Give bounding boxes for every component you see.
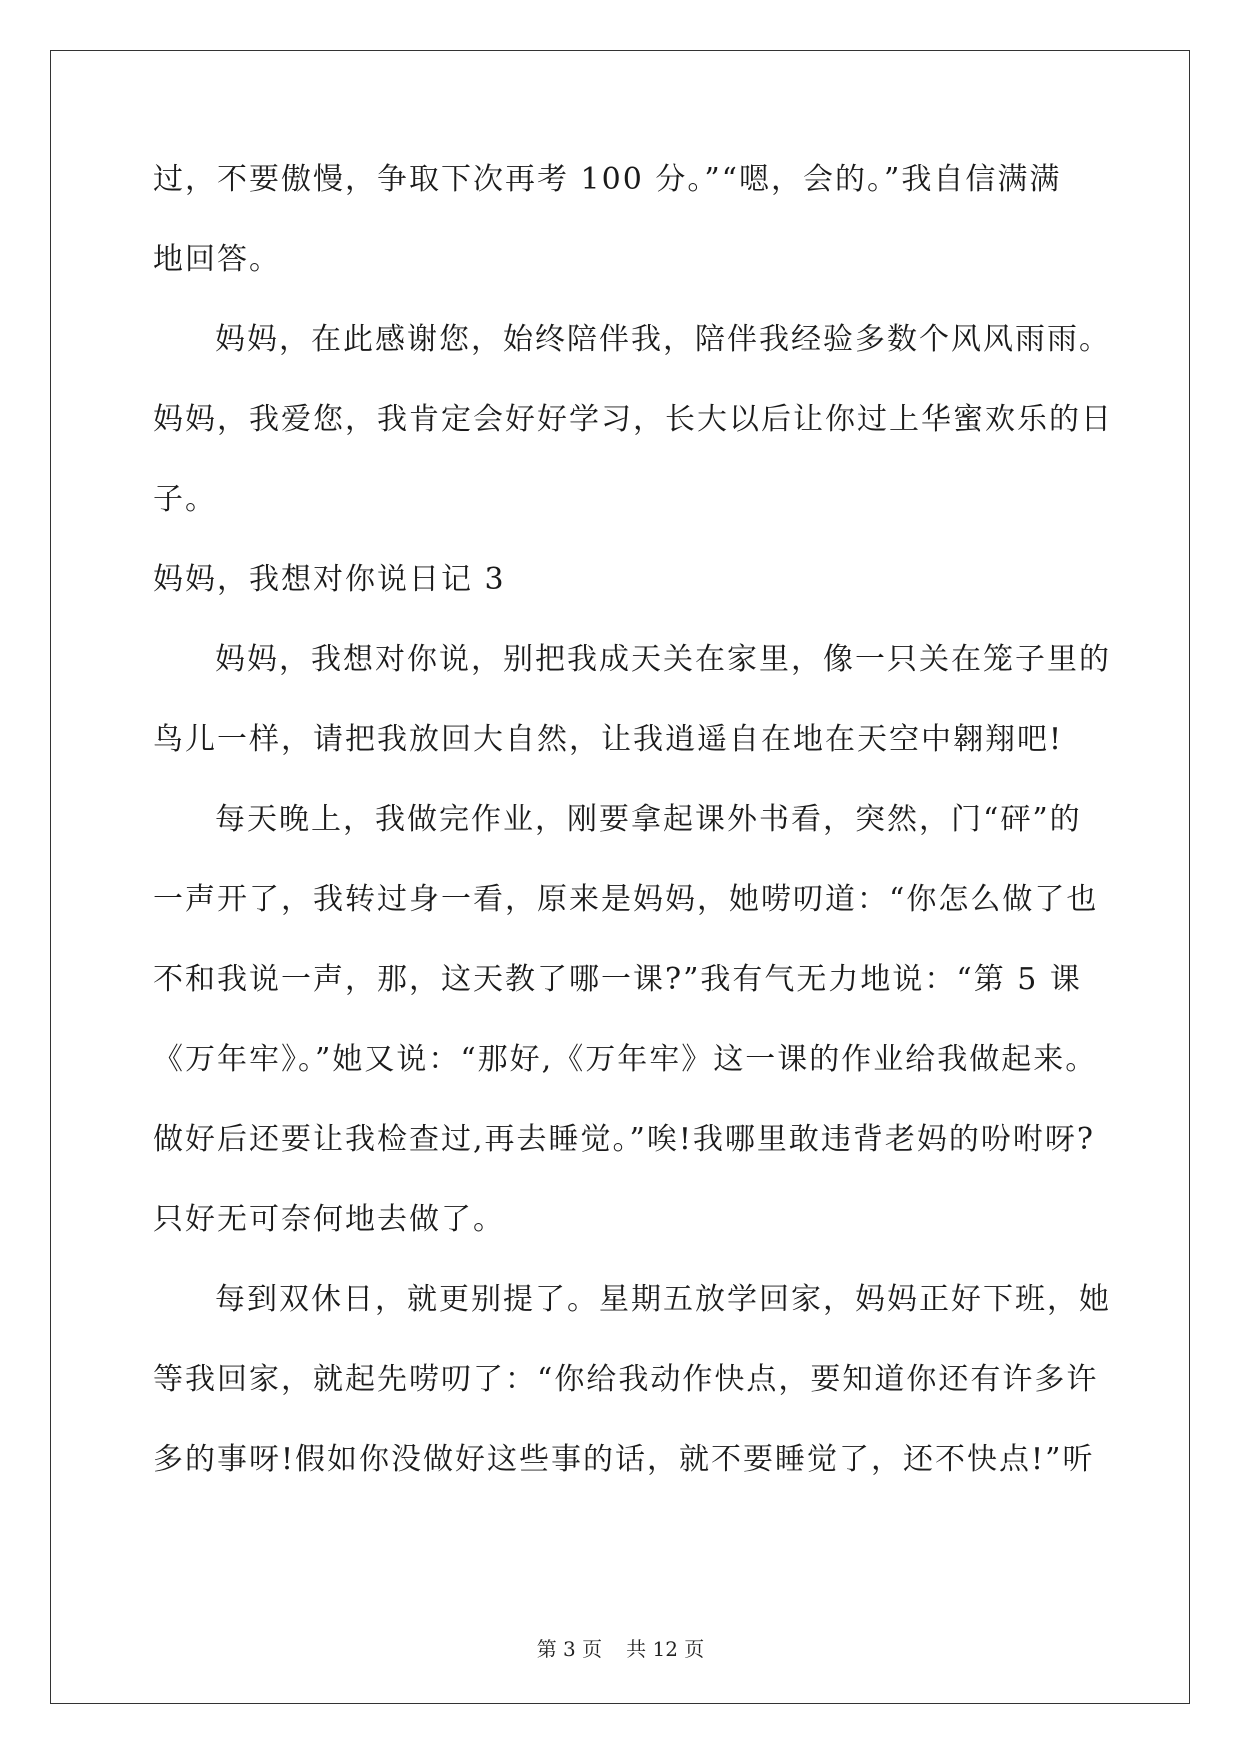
page-total: 共 12 页 [626, 1637, 705, 1661]
paragraph-line: 妈妈，我想对你说，别把我成天关在家里，像一只关在笼子里的 [215, 642, 1111, 677]
text-line: 子。 [153, 482, 217, 517]
text-line: 不和我说一声，那，这天教了哪一课?”我有气无力地说：“第 5 课 [153, 962, 1082, 997]
text-line: 只好无可奈何地去做了。 [153, 1202, 505, 1237]
paragraph-line: 每到双休日，就更别提了。星期五放学回家，妈妈正好下班，她 [215, 1282, 1111, 1317]
paragraph-line: 每天晚上，我做完作业，刚要拿起课外书看，突然，门“砰”的 [215, 802, 1082, 837]
page-footer [0, 1633, 1241, 1662]
text-line: 妈妈，我爱您，我肯定会好好学习，长大以后让你过上华蜜欢乐的日 [153, 402, 1113, 437]
document-body [153, 160, 1113, 1520]
text-line: 鸟儿一样，请把我放回大自然，让我逍遥自在地在天空中翱翔吧! [153, 722, 1064, 757]
text-line: 过，不要傲慢，争取下次再考 100 分。”“嗯，会的。”我自信满满 [153, 162, 1062, 197]
text-line: 地回答。 [153, 242, 281, 277]
text-line: 《万年牢》。”她又说：“那好,《万年牢》这一课的作业给我做起来。 [153, 1042, 1098, 1077]
page-number: 第 3 页 [536, 1637, 603, 1661]
text-line: 等我回家，就起先唠叨了：“你给我动作快点，要知道你还有许多许 [153, 1362, 1099, 1397]
section-heading: 妈妈，我想对你说日记 3 [153, 562, 506, 597]
paragraph-line: 妈妈，在此感谢您，始终陪伴我，陪伴我经验多数个风风雨雨。 [215, 322, 1111, 357]
text-line: 一声开了，我转过身一看，原来是妈妈，她唠叨道：“你怎么做了也 [153, 882, 1099, 917]
text-line: 多的事呀!假如你没做好这些事的话，就不要睡觉了，还不快点!”听 [153, 1442, 1095, 1477]
text-line: 做好后还要让我检查过,再去睡觉。”唉!我哪里敢违背老妈的吩咐呀? [153, 1122, 1096, 1157]
